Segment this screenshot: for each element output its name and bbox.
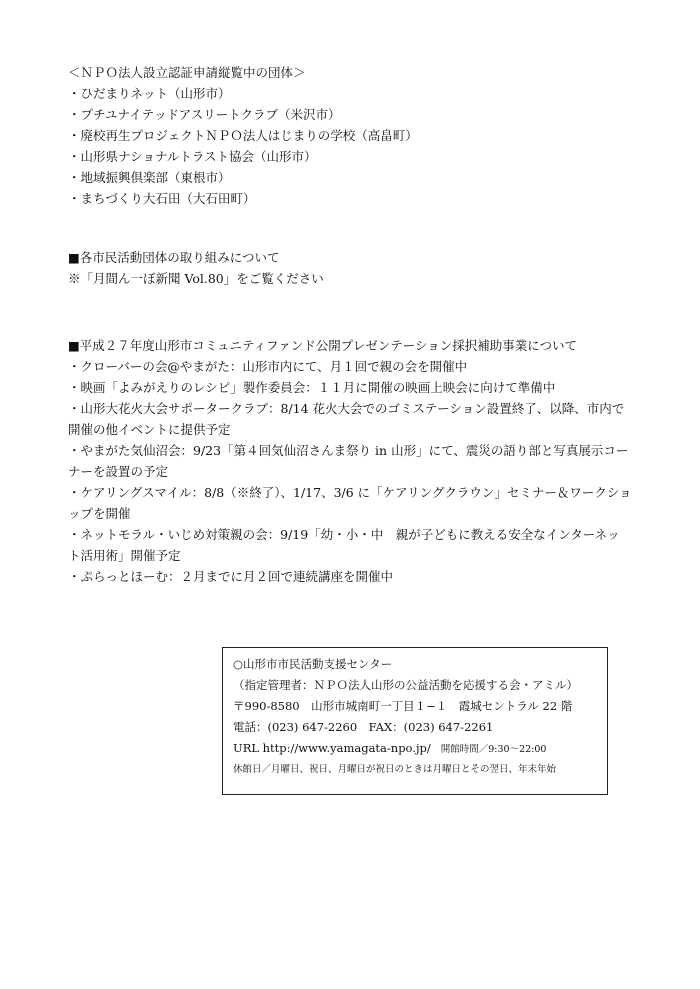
center-name: ○山形市市民活動支援センター bbox=[233, 657, 393, 671]
fund-item-line: ・ネットモラル・いじめ対策親の会：9/19「幼・小・中 親が子どもに教える安全なインターネッ bbox=[68, 527, 620, 542]
fund-item-line: ・ぷらっとほーむ：２月までに月２回で連続講座を開催中 bbox=[68, 569, 394, 584]
npo-list-item: ・山形県ナショナルトラスト協会（山形市） bbox=[68, 149, 317, 164]
fund-item-line: ・クローバーの会@やまがた：山形市内にて、月１回で親の会を開催中 bbox=[68, 359, 468, 374]
contact-info-box bbox=[222, 647, 608, 795]
fund-item-line: ップを開催 bbox=[68, 506, 131, 521]
url-hours-line bbox=[233, 738, 607, 759]
npo-list-item: ・プチユナイテッドアスリートクラブ（米沢市） bbox=[68, 107, 341, 122]
community-fund-section bbox=[68, 335, 668, 587]
npo-list-item: ・地域振興倶楽部（東根市） bbox=[68, 170, 231, 185]
activities-section-heading: ■各市民活動団体の取り組みについて bbox=[68, 250, 280, 265]
fund-section-heading: ■平成２７年度山形市コミュニティファンド公開プレゼンテーション採択補助事業について bbox=[68, 338, 578, 353]
fund-item-line: ト活用術」開催予定 bbox=[68, 548, 181, 563]
activities-section bbox=[68, 247, 668, 289]
center-url[interactable]: URL http://www.yamagata-npo.jp/ bbox=[233, 741, 431, 755]
designated-manager: （指定管理者：ＮＰＯ法人山形の公益活動を応援する会・アミル） bbox=[233, 678, 578, 692]
center-address: 〒990-8580 山形市城南町一丁目１−１ 霞城セントラル 22 階 bbox=[233, 699, 573, 713]
npo-application-section bbox=[68, 62, 668, 209]
activities-section-note: ※「月間ん一ぼ新聞 Vol.80」をご覧ください bbox=[68, 271, 324, 286]
fund-item-line: 開催の他イベントに提供予定 bbox=[68, 422, 231, 437]
opening-hours: 開館時間／9:30〜22:00 bbox=[440, 744, 547, 755]
fund-item-line: ・ケアリングスマイル：8/8（※終了）、1/17、3/6 に「ケアリングクラウン」セミナー＆ワークショ bbox=[68, 485, 632, 500]
fund-item-line: ・やまがた気仙沼会：9/23「第４回気仙沼さんま祭り in 山形」にて、震災の語り部と写真展示コー bbox=[68, 443, 629, 458]
fund-item-line: ナーを設置の予定 bbox=[68, 464, 169, 479]
closed-days: 休館日／月曜日、祝日、月曜日が祝日のときは月曜日とその翌日、年末年始 bbox=[233, 764, 557, 775]
npo-list-item: ・ひだまりネット（山形市） bbox=[68, 86, 231, 101]
phone-fax: 電話：(023) 647-2260 FAX：(023) 647-2261 bbox=[233, 720, 494, 734]
npo-list-item: ・まちづくり大石田（大石田町） bbox=[68, 191, 256, 206]
npo-section-heading: ＜ＮＰＯ法人設立認証申請縦覧中の団体＞ bbox=[68, 65, 306, 80]
npo-list-item: ・廃校再生プロジェクトＮＰＯ法人はじまりの学校（高畠町） bbox=[68, 128, 418, 143]
fund-item-line: ・山形大花火大会サポータークラブ：8/14 花火大会でのゴミステーション設置終了、以降、市内で bbox=[68, 401, 625, 416]
fund-item-line: ・映画「よみがえりのレシピ」製作委員会：１１月に開催の映画上映会に向けて準備中 bbox=[68, 380, 556, 395]
